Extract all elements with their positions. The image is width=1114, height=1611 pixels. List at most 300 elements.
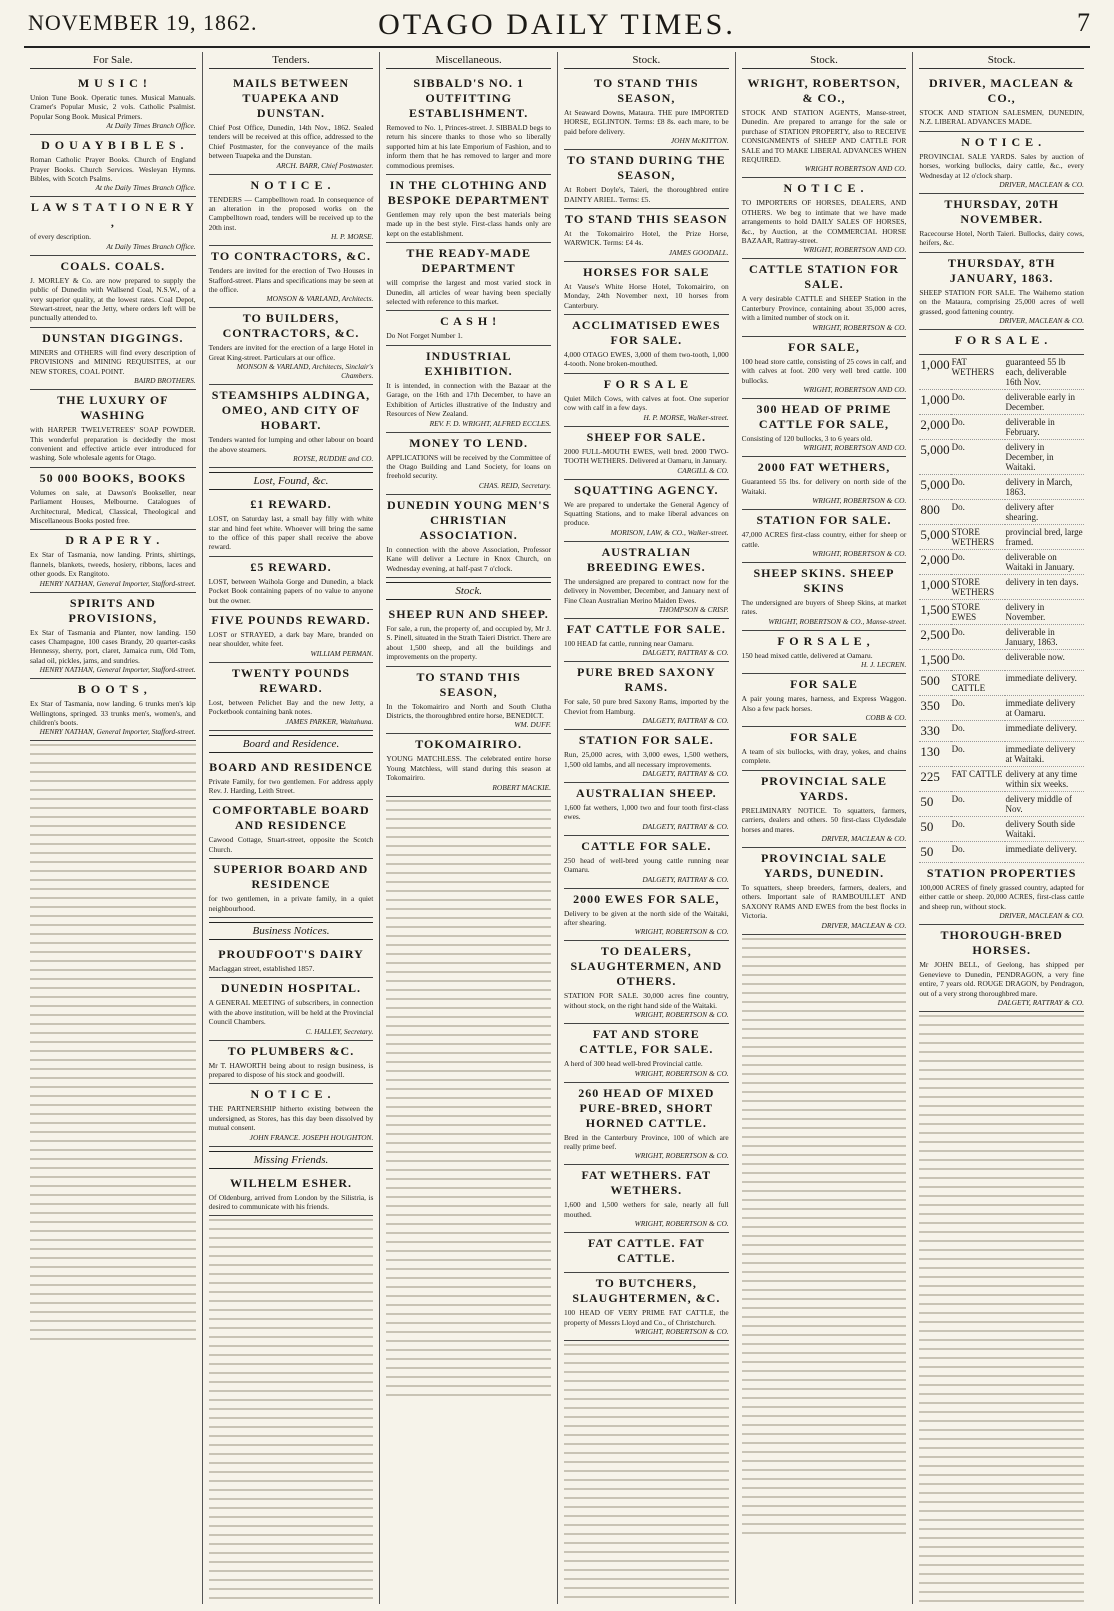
ad-heading: DRIVER, MACLEAN & CO., [928, 76, 1075, 105]
ad-heading: DUNSTAN DIGGINGS. [42, 330, 184, 345]
column-tenders [202, 52, 380, 1604]
ad-heading: 300 HEAD OF PRIME CATTLE FOR SALE, [756, 401, 892, 431]
sale-note: delivery in December, in Waitaki. [1005, 440, 1084, 475]
ad-signature: WRIGHT, ROBERTSON & CO. [634, 1010, 729, 1020]
advertisement [564, 941, 729, 1024]
ad-body: 4,000 OTAGO EWES, 3,000 of them two-tooth, 1,000 4-tooth. None broken-mouthed. [564, 350, 729, 369]
column-text-filler [919, 1012, 1084, 1604]
advertisement [386, 667, 551, 735]
ad-signature: DALGETY, RATTRAY & CO. [642, 768, 729, 778]
advertisement [564, 783, 729, 836]
ad-body: Delivery to be given at the north side of the Waitaki, after shearing. [564, 908, 729, 927]
advertisement [919, 194, 1084, 253]
section-heading: Lost, Found, &c. [209, 472, 374, 490]
advertisement [742, 510, 907, 563]
sale-note: delivery middle of Nov. [1005, 792, 1084, 817]
ad-heading: N O T I C E . [961, 134, 1043, 149]
ad-signature: WRIGHT, ROBERTSON & CO. [634, 1068, 729, 1078]
ad-signature: ROYSE, RUDDIE and CO. [293, 454, 374, 464]
ad-signature: WRIGHT, ROBERTSON & CO. [812, 548, 907, 558]
ad-signature: CARGILL & CO. [677, 465, 729, 475]
ad-body: Tenders wanted for lumping and other labour on board the above steamers. [208, 435, 374, 454]
advertisement [209, 1041, 374, 1085]
ad-body: Run, 25,000 acres, with 3,000 ewes, 1,500 wethers, 1,500 old lambs, and all necessary improvements. [564, 750, 729, 769]
ad-body: In connection with the above Association, Professor Kane will deliver a Lecture in Knox Church, on Wednesday evening, at half-past 7 o'clock. [386, 544, 551, 573]
advertisement [564, 730, 729, 783]
ad-body: SHEEP STATION FOR SALE. The Waihemo station on the Mataura, comprising 25,000 acres of well grassed, good fattening country. [919, 287, 1084, 316]
advertisement [919, 73, 1084, 132]
ad-body: 2000 FULL-MOUTH EWES, well bred. 2000 TWO-TOOTH WETHERS. Delivered at Oamaru, in January. [564, 446, 729, 466]
ad-body: We are prepared to undertake the General Agency of Squatting Stations, and to make liberal advances on produce. [564, 499, 729, 528]
ad-body: For sale, a run, the property of, and occupied by, Mr J. S. Pinell, situated in the Strath Taieri District. There are about 1,500 sheep, and all the buildings and improvements on the property. [386, 623, 551, 662]
sale-note: delivery in March, 1863. [1005, 475, 1084, 500]
ad-heading: COMFORTABLE BOARD AND RESIDENCE [212, 803, 370, 833]
ad-signature: H. P. MORSE, Walker-street. [643, 412, 729, 422]
sale-row [919, 500, 1084, 525]
column-category: Stock. [919, 52, 1084, 69]
ad-body: PROVINCIAL SALE YARDS. Sales by auction of horses, working bullocks, dairy cattle, &c., every Wednesday at 12 o'clock sharp. [919, 151, 1084, 180]
advertisement [564, 1233, 729, 1273]
sale-row [919, 842, 1084, 863]
sale-qty: 330 [919, 721, 950, 742]
ad-heading: N O T I C E . [250, 1087, 332, 1102]
advertisement [564, 427, 729, 480]
ad-heading: 260 HEAD OF MIXED PURE-BRED, SHORT HORNED CATTLE. [578, 1085, 715, 1130]
advertisement [209, 73, 374, 175]
sale-qty: 2,000 [919, 550, 950, 575]
ad-body: PRELIMINARY NOTICE. To squatters, farmers, carriers, dealers and others. 50 first-class Clydesdale horses and mares. [741, 805, 907, 834]
ad-body: For sale, 50 pure bred Saxony Rams, imported by the Cheviot from Hamburg. [564, 697, 729, 716]
advertisement [30, 530, 196, 592]
ad-heading: SHEEP SKINS. SHEEP SKINS [753, 565, 895, 595]
ad-heading: 2000 EWES FOR SALE, [573, 891, 720, 906]
advertisement [919, 925, 1084, 1012]
advertisement [209, 757, 374, 801]
ad-body: 250 head of well-bred young cattle running near Oamaru. [564, 855, 729, 875]
sale-note: delivery at any time within six weeks. [1005, 767, 1084, 792]
ad-heading: FIVE POUNDS REWARD. [211, 612, 371, 627]
ad-heading: STATION FOR SALE. [578, 733, 714, 748]
advertisement [209, 175, 374, 247]
ad-heading: TO BUTCHERS, SLAUGHTERMEN, &C. [572, 1276, 721, 1306]
sale-note: delivery after shearing. [1005, 500, 1084, 525]
sale-row [919, 550, 1084, 575]
sale-row [919, 415, 1084, 440]
ad-signature: WRIGHT, ROBERTSON & CO. [634, 1327, 729, 1337]
ad-heading: IN THE CLOTHING AND BESPOKE DEPARTMENT [387, 178, 550, 208]
ad-heading: HORSES FOR SALE [583, 264, 710, 279]
ad-signature: CHAS. REID, Secretary. [478, 480, 551, 490]
ad-body: Ex Star of Tasmania, now landing. 6 trunks men's kip Wellingtons, springed. 33 trunks men's, women's, and children's boots. [30, 699, 196, 727]
sale-kind: FAT CATTLE [951, 767, 1005, 792]
sale-qty: 1,000 [919, 390, 950, 415]
ad-heading: N O T I C E . [250, 177, 332, 192]
sale-qty: 5,000 [919, 475, 950, 500]
ad-heading: MONEY TO LEND. [409, 435, 529, 450]
ad-body: Quiet Milch Cows, with calves at foot. One superior cow with calf in a few days. [564, 393, 729, 413]
ad-signature: JAMES GOODALL. [668, 247, 729, 257]
ad-signature: C. HALLEY, Secretary. [305, 1026, 374, 1036]
ad-signature: WM. DUFF. [514, 720, 551, 730]
advertisement [30, 73, 196, 135]
ad-body: 47,000 ACRES first-class country, either for sheep or cattle. [741, 530, 907, 549]
ad-body: J. MORLEY & Co. are now prepared to supply the public of Dunedin with Wallsend Coal, N.S.W., of a very superior quality, at the lowest rates. Coal Depot, Stewart-street, near the Jetty, where orders left will be punctually attended to. [30, 275, 196, 323]
ad-body: A herd of 300 head well-bred Provincial cattle. [564, 1059, 703, 1069]
ad-body: Maclaggan street, established 1857. [208, 964, 315, 973]
sale-row [919, 525, 1084, 550]
ad-heading: FOR SALE, [788, 339, 860, 354]
advertisement [564, 1083, 729, 1166]
ad-signature: WRIGHT ROBERTSON AND CO. [804, 164, 907, 174]
ad-body: Cawood Cottage, Stuart-street, opposite the Scotch Church. [208, 835, 374, 854]
column-text-filler [564, 1341, 729, 1604]
sale-row [919, 742, 1084, 767]
ad-heading: TO DEALERS, SLAUGHTERMEN, AND OTHERS. [570, 944, 723, 989]
ad-signature: ROBERT MACKIE. [492, 782, 551, 792]
advertisement [30, 593, 196, 680]
ad-signature: WRIGHT, ROBERTSON AND CO. [803, 245, 907, 255]
sale-note: immediate delivery at Waitaki. [1005, 742, 1084, 767]
ad-signature: DALGETY, RATTRAY & CO. [642, 716, 729, 726]
ad-heading: FAT WETHERS. FAT WETHERS. [581, 1168, 712, 1198]
ad-body: 100,000 ACRES of finely grassed country, adapted for either cattle or sheep. 20,000 ACRES, first-class cattle and sheep run, without stock. [919, 883, 1084, 911]
ad-heading: PROUDFOOT'S DAIRY [218, 947, 364, 961]
sale-table [919, 355, 1084, 863]
ad-body: Guaranteed 55 lbs. for delivery on north side of the Waitaki. [741, 477, 907, 496]
ad-heading: DUNEDIN YOUNG MEN'S CHRISTIAN ASSOCIATION. [387, 497, 551, 542]
sale-row [919, 671, 1084, 696]
ad-signature: WILLIAM PERMAN. [310, 648, 374, 658]
sale-qty: 1,500 [919, 600, 950, 625]
ad-body: At Vause's White Horse Hotel, Tokomairiro, on Monday, 24th November next, 10 horses from Canterbury. [564, 281, 729, 310]
sale-kind: STORE WETHERS [951, 575, 1005, 600]
ad-body: Mr T. HAWORTH being about to resign business, is prepared to dispose of his stock and goodwill. [208, 1060, 374, 1080]
advertisement [919, 253, 1084, 330]
advertisement [742, 337, 907, 399]
sale-kind: Do. [951, 500, 1005, 525]
ad-body: 1,600 fat wethers, 1,000 two and four tooth first-class ewes. [564, 802, 729, 822]
ad-heading: BOARD AND RESIDENCE [209, 759, 373, 774]
advertisement [564, 889, 729, 942]
ad-body: LOST, between Waihola Gorge and Dunedin, a black Pocket Book containing papers of no value to anyone but the owner. [208, 576, 374, 605]
ad-signature: WRIGHT, ROBERTSON AND CO. [803, 443, 907, 453]
ad-body: At Seaward Downs, Mataura. THE pure IMPORTED HORSE, EGLINTON. Terms: £8 8s. each mare, to be paid before delivery. [564, 108, 729, 136]
sale-row [919, 475, 1084, 500]
ad-heading: MAILS BETWEEN TUAPEKA AND DUNSTAN. [232, 76, 349, 120]
sale-note: delivery South side Waitaki. [1005, 817, 1084, 842]
column-category: Tenders. [209, 52, 374, 69]
advertisement [564, 73, 729, 150]
ad-body: Removed to No. 1, Princes-street. J. SIBBALD begs to return his sincere thanks to those who so liberally supported him at his late Emporium of Fashion, and to inform them that he has removed to larger and more commodious premises. [386, 123, 551, 170]
ad-signature: MONSON & VARLAND, Architects, Sinclair's Chambers. [236, 362, 374, 381]
ad-signature: WRIGHT, ROBERTSON & CO., Manse-street. [768, 616, 907, 626]
ad-body: The undersigned are prepared to contract now for the delivery in November, December, and January next of Fine Clean Australian Merino Maiden Ewes. [564, 576, 729, 605]
column-text-filler [30, 741, 196, 1341]
ad-signature: At Daily Times Branch Office. [106, 121, 196, 131]
advertisement [209, 978, 374, 1040]
ad-body: with HARPER TWELVETREES' SOAP POWDER. This wonderful preparation is decidedly the most convenient and effective article ever introduced for washing. Sole wholesale agents for Otago. [30, 425, 196, 463]
ad-heading: TO CONTRACTORS, &C. [211, 249, 371, 264]
ad-signature: DALGETY, RATTRAY & CO. [642, 821, 729, 831]
sale-note: deliverable in January, 1863. [1005, 625, 1084, 650]
ad-body: A team of six bullocks, with dray, yokes, and chains complete. [741, 746, 907, 766]
ad-body: Ex Star of Tasmania and Planter, now landing. 150 cases Champagne, 100 cases Brandy, 20 quarter-casks Hennessy, sherry, port, claret, Jamaica rum, Old Tom, salad oil, pickles, jams, and sundries. [30, 627, 196, 665]
column-text-filler [386, 797, 551, 1397]
ad-signature: H. J. LECREN. [860, 660, 907, 670]
ad-signature: DRIVER, MACLEAN & CO. [999, 180, 1084, 190]
sale-row [919, 355, 1084, 390]
advertisement [386, 604, 551, 667]
ad-heading: TO STAND THIS SEASON [565, 212, 728, 227]
ad-heading: B O O T S , [77, 682, 148, 697]
advertisement [386, 175, 551, 243]
sale-qty: 500 [919, 671, 950, 696]
advertisement [209, 385, 374, 468]
column-text-filler [209, 1216, 374, 1604]
ad-body: Lost, between Pelichet Bay and the new Jetty, a Pocketbook containing bank notes. [208, 697, 374, 717]
ad-body: TO IMPORTERS OF HORSES, DEALERS, AND OTHERS. We beg to intimate that we have made arrangements to hold DAILY SALES OF HORSES, &c., by Auction, at the COMMERCIAL HORSE BAZAAR, Rattray-street. [741, 198, 907, 246]
advertisement [209, 944, 374, 978]
ad-signature: WRIGHT, ROBERTSON & CO. [634, 927, 729, 937]
ad-body: 1,600 and 1,500 wethers for sale, nearly all full mouthed. [564, 1200, 729, 1219]
ad-heading: STATION FOR SALE. [756, 513, 892, 528]
column-for-sale [24, 52, 202, 1604]
sale-note: immediate delivery. [1005, 671, 1084, 696]
ad-heading: COALS. COALS. [60, 258, 166, 273]
advertisement [209, 246, 374, 308]
ad-heading: PROVINCIAL SALE YARDS. [760, 773, 887, 803]
column-stock-1 [557, 52, 735, 1604]
ad-signature: BAIRD BROTHERS. [134, 376, 196, 386]
ad-body: Do Not Forget Number 1. [386, 331, 463, 341]
newspaper-title: OTAGO DAILY TIMES. [378, 8, 736, 41]
sale-row [919, 390, 1084, 415]
ad-heading: DUNEDIN HOSPITAL. [220, 981, 362, 996]
advertisement [564, 836, 729, 889]
ad-signature: HENRY NATHAN, General Importer, Stafford-street. [39, 578, 196, 588]
ad-heading: SQUATTING AGENCY. [574, 482, 719, 497]
advertisement [386, 495, 551, 578]
ad-heading: TWENTY POUNDS REWARD. [231, 665, 351, 695]
sale-row [919, 650, 1084, 671]
advertisement [209, 663, 374, 731]
masthead [0, 0, 1114, 52]
ad-body: Private Family, for two gentlemen. For address apply Rev. J. Harding, Leith Street. [208, 776, 374, 795]
advertisement [564, 1024, 729, 1082]
ad-signature: JAMES PARKER, Waitahuna. [285, 716, 374, 726]
ad-heading: CATTLE FOR SALE. [581, 838, 712, 853]
ad-body: 150 head mixed cattle, delivered at Oamaru. [741, 650, 873, 660]
ad-signature: DALGETY, RATTRAY & CO. [642, 648, 729, 658]
advertisement [564, 542, 729, 619]
advertisement [30, 390, 196, 468]
ad-heading: STATION PROPERTIES [926, 866, 1077, 881]
ad-signature: ARCH. BARR, Chief Postmaster. [276, 160, 374, 170]
advertisement [742, 727, 907, 771]
ad-heading: TO STAND THIS SEASON, [594, 76, 699, 105]
column-category: For Sale. [30, 52, 196, 69]
advertisement [742, 631, 907, 674]
ad-signature: REV. F. D. WRIGHT, ALFRED ECCLES. [429, 418, 551, 428]
sale-qty: 800 [919, 500, 950, 525]
ad-body: Consisting of 120 bullocks, 3 to 6 years old. [741, 433, 873, 443]
ad-heading: PURE BRED SAXONY RAMS. [576, 665, 716, 695]
advertisement [564, 480, 729, 542]
ad-heading: SPIRITS AND PROVISIONS, [68, 595, 158, 625]
column-miscellaneous [379, 52, 557, 1604]
ad-body: Mr JOHN BELL, of Geelong, has shipped per Genevieve to Dunedin, PENDRAGON, a very fine entire, 7 years old. ROUGE DRAGON, by Pendragon, out of a very strong thoroughbred mare. [919, 960, 1084, 998]
ad-body: At Robert Doyle's, Taieri, the thoroughbred entire DAINTY ARIEL. Terms: £5. [564, 185, 729, 204]
ad-heading: 2000 FAT WETHERS, [757, 460, 891, 475]
advertisement [742, 399, 907, 457]
ad-heading: FAT AND STORE CATTLE, FOR SALE. [579, 1027, 714, 1057]
advertisement [30, 679, 196, 741]
ad-signature: DRIVER, MACLEAN & CO. [999, 911, 1084, 921]
sale-qty: 1,500 [919, 650, 950, 671]
sale-note: deliverable on Waitaki in January. [1005, 550, 1084, 575]
column-category: Stock. [564, 52, 729, 69]
ad-heading: C A S H ! [440, 314, 498, 329]
ad-heading: AUSTRALIAN SHEEP. [576, 785, 717, 800]
sale-row [919, 792, 1084, 817]
sale-qty: 50 [919, 842, 950, 863]
ad-body: Tenders are invited for the erection of a large Hotel in Great King-street. Particulars at our office. [208, 343, 374, 362]
ad-body: MINERS and OTHERS will find every description of PROVISIONS and MINING REQUISITES, at our NEW STORES, COAL POINT. [30, 347, 196, 376]
ad-signature: MONSON & VARLAND, Architects. [266, 294, 374, 304]
ad-body: 100 HEAD OF VERY PRIME FAT CATTLE, the property of Messrs Lloyd and Co., of Christchurch. [564, 1308, 729, 1327]
ad-signature: COBB & CO. [865, 712, 907, 722]
ad-heading: TO PLUMBERS &C. [227, 1043, 355, 1058]
ad-heading: THE READY-MADE DEPARTMENT [406, 246, 531, 276]
sale-kind: Do. [951, 842, 1005, 863]
ad-heading: M U S I C ! [77, 76, 148, 90]
ad-heading: £5 REWARD. [250, 559, 332, 574]
ad-heading: TO BUILDERS, CONTRACTORS, &C. [222, 311, 360, 341]
sale-qty: 130 [919, 742, 950, 767]
section-heading: Business Notices. [209, 922, 374, 940]
advertisement [919, 132, 1084, 194]
advertisement [30, 256, 196, 328]
ad-signature: HENRY NATHAN, General Importer, Stafford-street. [39, 727, 196, 737]
sale-kind: FAT WETHERS [951, 355, 1005, 390]
ad-signature: MORISON, LAW, & CO., Walker-street. [610, 527, 729, 537]
sale-row [919, 721, 1084, 742]
column-category: Miscellaneous. [386, 52, 551, 69]
ad-heading: STEAMSHIPS ALDINGA, OMEO, AND CITY OF HOBART. [211, 388, 371, 433]
ad-heading: THE LUXURY OF WASHING [57, 393, 169, 423]
ad-heading: THURSDAY, 8TH JANUARY, 1863. [947, 255, 1056, 285]
ad-signature: THOMPSON & CRISP. [658, 604, 729, 614]
ad-heading: WRIGHT, ROBERTSON, & CO., [747, 76, 901, 105]
ad-heading: INDUSTRIAL EXHIBITION. [424, 348, 513, 378]
advertisement [209, 1084, 374, 1146]
advertisement [919, 863, 1084, 925]
sale-kind: Do. [951, 650, 1005, 671]
column-stock-3 [912, 52, 1090, 1604]
advertisement [564, 619, 729, 662]
ad-signature: At Daily Times Branch Office. [106, 241, 196, 251]
ad-body: APPLICATIONS will be received by the Committee of the Otago Building and Land Society, for loans on freehold security. [386, 452, 551, 481]
ad-signature: WRIGHT, ROBERTSON & CO. [634, 1151, 729, 1161]
sale-qty: 2,500 [919, 625, 950, 650]
sale-qty: 350 [919, 696, 950, 721]
ad-body: YOUNG MATCHLESS. The celebrated entire horse Young Matchless, will stand during this season at Tokomairiro. [386, 754, 551, 783]
sale-qty: 1,000 [919, 355, 950, 390]
page-number: 7 [1077, 8, 1090, 37]
sale-row [919, 767, 1084, 792]
ad-signature: HENRY NATHAN, General Importer, Stafford-street. [39, 665, 196, 675]
advertisement [386, 346, 551, 433]
advertisement [564, 209, 729, 262]
sale-note: delivery in November. [1005, 600, 1084, 625]
sale-kind: STORE WETHERS [951, 525, 1005, 550]
advertisement [30, 135, 196, 197]
advertisement [386, 433, 551, 495]
masthead-rule [24, 46, 1090, 48]
advertisement [742, 771, 907, 848]
sale-row [919, 696, 1084, 721]
sale-kind: Do. [951, 817, 1005, 842]
ad-heading: L A W S T A T I O N E R Y , [30, 200, 195, 230]
ad-body: of every description. [30, 232, 91, 242]
advertisement [209, 557, 374, 610]
sale-row [919, 817, 1084, 842]
ad-heading: SIBBALD'S NO. 1 OUTFITTING ESTABLISHMENT. [409, 76, 529, 120]
sale-note: deliverable now. [1005, 650, 1084, 671]
ad-heading: F O R S A L E [603, 376, 689, 391]
ad-signature: At the Daily Times Branch Office. [95, 183, 196, 193]
advertisement [742, 848, 907, 935]
ad-heading: THOROUGH-BRED HORSES. [940, 928, 1063, 958]
ad-signature: DRIVER, MACLEAN & CO. [821, 920, 907, 930]
ad-heading: FAT CATTLE FOR SALE. [566, 621, 726, 636]
section-heading: Board and Residence. [209, 735, 374, 753]
ad-signature: JOHN FRANCE. JOSEPH HOUGHTON. [249, 1132, 374, 1142]
ad-heading: WILHELM ESHER. [229, 1175, 352, 1190]
ad-heading: 50 000 BOOKS, BOOKS [39, 470, 186, 485]
sale-qty: 5,000 [919, 440, 950, 475]
advertisement [386, 243, 551, 311]
ad-heading: F O R S A L E , [777, 633, 871, 648]
section-heading: Missing Friends. [209, 1151, 374, 1169]
ad-heading: TO STAND DURING THE SEASON, [566, 153, 726, 183]
sale-qty: 5,000 [919, 525, 950, 550]
ad-body: THE PARTNERSHIP hitherto existing between the undersigned, as Stores, has this day been dissolved by mutual consent. [208, 1104, 374, 1133]
ad-body: Tenders are invited for the erection of Two Houses in Stafford-street. Plans and specifications may be seen at the office. [208, 266, 374, 295]
ad-body: LOST, on Saturday last, a small bay filly with white star and hind feet white. Whoever will bring the same to the office of this paper shall receive the above reward. [208, 514, 374, 552]
sale-kind: STORE EWES [951, 600, 1005, 625]
advertisement [564, 374, 729, 427]
ad-body: A GENERAL MEETING of subscribers, in connection with the above institution, will be held at the Provincial Council Chambers. [208, 998, 374, 1027]
sale-qty: 1,000 [919, 575, 950, 600]
ad-heading: SHEEP RUN AND SHEEP. [388, 606, 549, 621]
ad-body: Chief Post Office, Dunedin, 14th Nov., 1862. Sealed tenders will be received at this office, addressed to the Chief Postmaster, for the conveyance of the mails between Tuapeka and the Dunstan. [208, 123, 374, 161]
ad-body: Volumes on sale, at Dawson's Bookseller, near Parliament Houses, Melbourne. Catalogues of Architectural, Medical, Classical, Theological and Miscellaneous Books posted free. [30, 487, 196, 525]
ad-body: STOCK AND STATION SALESMEN, DUNEDIN, N.Z. LIBERAL ADVANCES MADE. [919, 108, 1084, 127]
sale-note: deliverable early in December. [1005, 390, 1084, 415]
ad-body: TENDERS — Campbelltown road. In consequence of an alteration in the proposed works on the Campbelltown road, tenders will be received up to the 20th inst. [208, 194, 374, 232]
sale-row [919, 625, 1084, 650]
sale-row [919, 575, 1084, 600]
ad-heading: PROVINCIAL SALE YARDS, DUNEDIN. [760, 851, 887, 880]
ad-body: LOST or STRAYED, a dark bay Mare, branded on near shoulder, white feet. [208, 629, 374, 649]
advertisement [564, 662, 729, 730]
ad-heading: N O T I C E . [783, 181, 865, 196]
ad-body: Union Tune Book. Operatic tunes. Musical Manuals. Cramer's Popular Music, 2 vols. Catholic Psalmist. Popular Song Book. Musical Primers. [30, 93, 196, 121]
advertisement [30, 468, 196, 531]
ad-body: It is intended, in connection with the Bazaar at the Garage, on the 16th and 17th December, to have an Exhibition of Articles illustrative of the Industry and Resources of New Zealand. [386, 380, 551, 419]
ad-signature: WRIGHT, ROBERTSON & CO. [634, 1219, 729, 1229]
